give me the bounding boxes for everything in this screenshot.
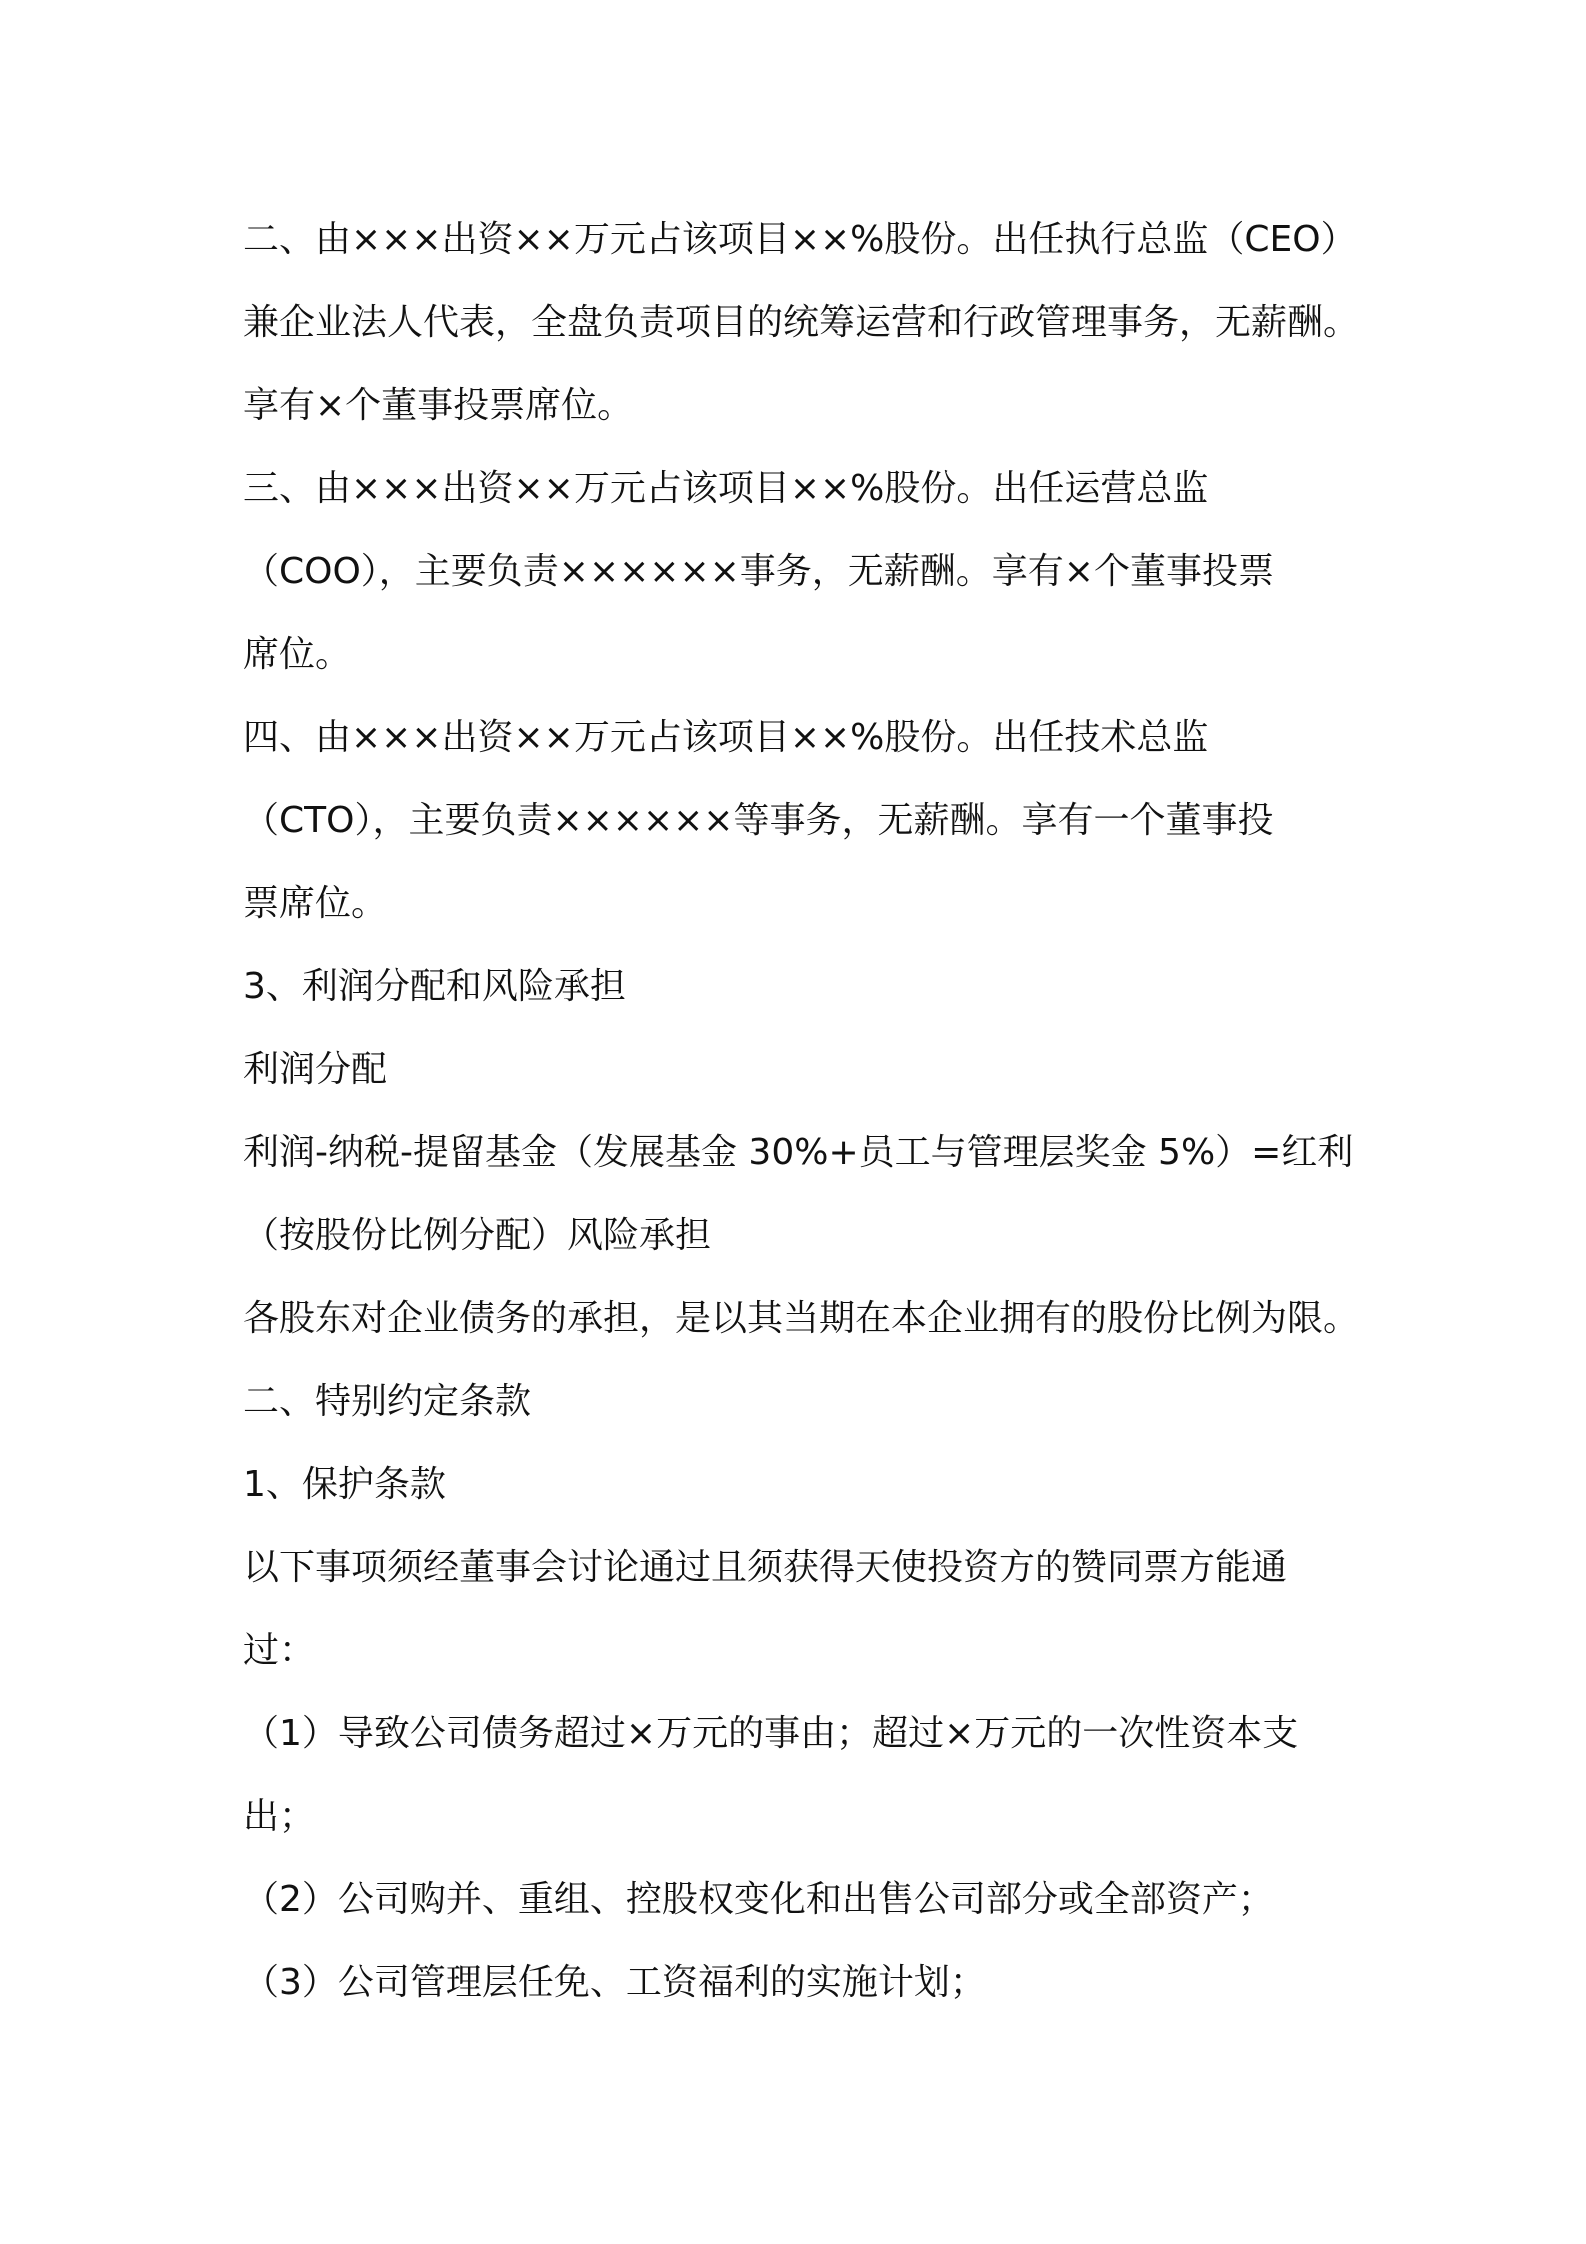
text-line: （CTO），主要负责××××××等事务，无薪酬。享有一个董事投: [243, 800, 1274, 841]
text-line: 过：: [243, 1630, 316, 1671]
text-line: （按股份比例分配）风险承担: [243, 1215, 712, 1256]
text-line: 席位。: [243, 634, 352, 675]
section-heading: 二、特别约定条款: [243, 1381, 532, 1422]
subheading: 利润分配: [243, 1049, 388, 1090]
text-line: 三、由×××出资××万元占该项目××%股份。出任运营总监: [243, 468, 1209, 509]
list-item: （2）公司购并、重组、控股权变化和出售公司部分或全部资产；: [243, 1879, 1274, 1920]
text-line: 票席位。: [243, 883, 388, 924]
list-item: （1）导致公司债务超过×万元的事由；超过×万元的一次性资本支: [243, 1713, 1299, 1754]
section-heading: 3、利润分配和风险承担: [243, 966, 626, 1007]
text-line: 享有×个董事投票席位。: [243, 385, 634, 426]
text-line: 出；: [243, 1796, 316, 1837]
text-line: （COO），主要负责××××××事务，无薪酬。享有×个董事投票: [243, 551, 1274, 592]
text-line: 二、由×××出资××万元占该项目××%股份。出任执行总监（CEO）: [243, 219, 1357, 260]
text-line: 以下事项须经董事会讨论通过且须获得天使投资方的赞同票方能通: [243, 1547, 1288, 1588]
list-item: （3）公司管理层任免、工资福利的实施计划；: [243, 1962, 986, 2003]
subheading: 1、保护条款: [243, 1464, 446, 1505]
text-line: 四、由×××出资××万元占该项目××%股份。出任技术总监: [243, 717, 1209, 758]
text-line: 兼企业法人代表，全盘负责项目的统筹运营和行政管理事务，无薪酬。: [243, 302, 1360, 343]
text-line: 各股东对企业债务的承担，是以其当期在本企业拥有的股份比例为限。: [243, 1298, 1360, 1339]
text-line: 利润-纳税-提留基金（发展基金 30%+员工与管理层奖金 5%）=红利: [243, 1132, 1354, 1173]
document-body: [243, 198, 1383, 2024]
